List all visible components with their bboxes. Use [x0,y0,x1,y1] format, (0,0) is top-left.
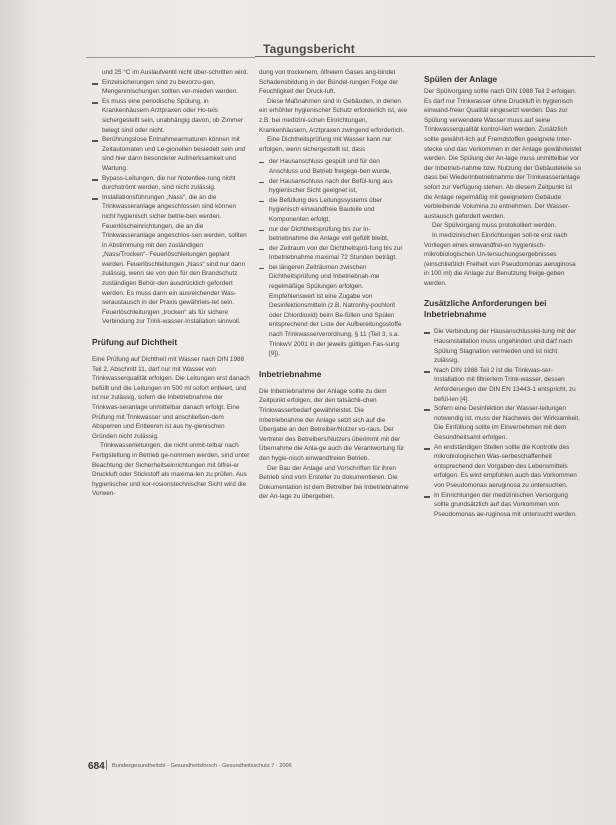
intro-line: und 25 °C im Auslaufventil nicht über-schritten wird. [102,69,249,76]
list-item: Es muss eine periodische Spülung, in Krankenhäusern Arztpraxen oder Ho-tels sichergestellt sein, unabhängig davon, ob Zimmer belegt sind oder nicht. [92,97,250,135]
list-item: Nach DIN 1988 Teil 2 ist die Trinkwas-ser-Installation mit filtriertem Trink-wasser, dessen Anforderungen der DIN EN 13443-1 entspricht, zu befül-len [4]. [424,366,582,404]
paragraph: Diese Maßnahmen sind in Gebäuden, in denen ein erhöhter hygienischer Schutz erforderlich ist, wie z.B. bei medizini-schen Einrichtungen, Krankenhäusern, Arztpraxen zwingend erforderlich. [259,97,408,134]
header-rule-left [86,57,255,58]
heading-zusaetzliche-anforderungen: Zusätzliche Anforderungen bei Inbetriebnahme [424,298,547,320]
footer-divider [106,760,107,770]
list-item: bei längeren Zeiträumen zwischen Dichtheitsprüfung und Inbetriebnah-me regelmäßige Spülungen erfolgen. Empfehlenswert ist eine Zugabe von Desinfektionsmitteln (z.B. Natronhy-pochlorit oder Chlordioxid) beim Be-füllen und Spülen entsprechend der Liste der Aufbereitungsstoffe nach Trinkwasserverordnung, § 11 (Teil 3, s.a. TrinkwV 2001 in der jeweils gültigen Fas-sung [9]). [259,263,409,359]
additional-requirements-list [424,327,582,519]
list-item: der Hausanschluss nach der Befül-lung aus hygienischer Sicht geeignet ist, [259,177,409,196]
page-number: 684 [88,761,105,772]
list-item: Installationsführungen „Nass“, die an die Trinkwasseranlage angeschlossen sind können nicht hygienisch sicher betrie-ben werden. Feuerlöscheinrichtungen, die an die Trinkwasseranlage angeschlos-sen werden, sollten in Abstimmung mit den zuständigen „Nass/Trocken“- Feuerlöschleitungen geplant werden. Feuerlöschleitungen „Nass“ sind nur dann zulässig, wenn sie von den für den Brandschutz zuständigen Behör-den ausdrücklich gefordert werden. Es muss dann ein ausreichender Was-seraustausch in der Praxis gewährleis-tet sein. Feuerlöschleitungen „trocken“ als für sichere Verbindung zur Trink-wasser-Installation sinnvoll. [92,193,250,327]
paragraph: In medizinischen Einrichtungen soll-te erst nach Vorliegen eines einwandfrei-en hygienisch-mikrobiologischen Un-tersuchungsergebnisses (einschließlich Freiheit von Pseudomonas aeruginosa in 100 ml) die Anlage zur Benutzung freige-geben werden. [424,231,576,287]
list-item: Bypass-Leitungen, die nur Notentlee-rung nicht durchströmt werden, sind nicht zulässig. [92,174,250,193]
publication-line: Bundesgesundheitsbl - Gesundheitsforsch - Gesundheitsschutz 7 · 2006 [112,763,292,769]
column-2 [259,68,409,502]
list-item: der Hausanschluss gespült und für den Anschluss und Betrieb freigege-ben wurde, [259,157,409,176]
paragraph: Die Inbetriebnahme der Anlage sollte zu dem Zeitpunkt erfolgen, der den tatsächli-chen Trinkwasserbedarf gewährleistet. Die Inbetriebnahme der Anlage setzt sich auf die Übergabe an den Betreiber/Nutzer vo-raus. Der Vertreter des Betreibers/Nutzers überimmt mit der Übernahme die Anla-ge auch die Verantwortung für den hygie-nisch einwandfreien Betrieb. [259,387,405,462]
requirements-list [92,78,250,327]
paragraph: Trinkwasserleitungen, die nicht unmit-telbar nach Fertigstellung in Betrieb ge-nommen werden, sind unter Beachtung der Sicherheitseinrichtungen mit ölfrei-er Druckluft oder Stickstoff als maxima-len zu prüfen. Aus hygienischer und kor-rosionstechnischer Sicht wird die Vorwen- [92,442,250,498]
heading-dichtheit: Prüfung auf Dichtheit [92,337,178,348]
paragraph: Der Spülvorgang sollte nach DIN 1988 Teil 2 erfolgen. Es darf nur Trinkwasser ohne Druckluft in hygienisch einwand-freier Qualität eingesetzt werden. Das zur Spülung verwendete Wasser muss auf seine Trinkwasserqualität kontrol-liert werden. Zusätzlich sollte gewährt-lich auf Fremdstoffen geeignete Inter-stecke und das Verkommen in der Anlage gewährleistet werden. Die Spülung der An-lage muss unmittelbar vor der Inbetrieb-nahme bzw. Nutzung der Gebäudeteile so dass bei Wiederinbetriebnahme der Trinkwasseranlage sofort zur Verfügung stehen. Ab diesem Zeitpunkt ist die Anlage regelmäßig mit geeignetem Gebäude verbleibende Volumina zu entnehmen. Der Wasser-austausch gefordert werden. [424,88,582,220]
paragraph: Eine Dichtheitsprüfung mit Wasser kann nur erfolgen, wenn sichergestellt ist, dass [259,136,392,153]
list-item: nur der Dichtheitsprüfung bis zur In-betriebnahme die Anlage voll gefüllt bleibt, [259,225,409,244]
paragraph: dung von trockenem, ölfreiem Gases ang-bindet Schadensbildung in der Bündel-rungen Folge der Feuchtigkeit der Druck-luft. [259,69,399,96]
list-item: Berührungslose Entnahmearmaturen können mit Zeitautomaten und Le-gionellen besiedelt sein und sind hier dann besonderer Aufmerksamkeit und Wartung. [92,135,250,173]
list-item: An endständigen Stellen sollte die Kontrolle des mikrobiologischen Was-serbeschaffenheit entsprechend den Vorgaben des Lebensmittels erfolgen. Es wird empfohlen auch das Vorkommen von Pseudomonas aeruginosa zu untersuchen. [424,443,582,491]
column-3 [424,68,582,519]
paragraph: Der Bau der Anlage und Vorschriften für ihren Betrieb sind vom Ersteller zu dokumentieren. Die Dokumentation ist dem Betreiber bei Inbetriebnahme der An-lage zu übergeben. [259,464,409,501]
list-item: Die Verbindung der Hausanschlusslei-tung mit der Hausinstallation muss ungehindert und darf nach Spülung Stagnation vermieden und ist nicht zulässig. [424,327,582,365]
list-item: Einzelsicherungen sind zu bevorzu-gen, Mengenmischungen sollten ver-mieden werden. [92,78,250,97]
section-title: Tagungsbericht [263,42,355,56]
list-item: Sofern eine Desinfektion der Wasser-leitungen notwendig ist, muss der Nachweis der Wirksamkeit. Die Einfüllung sollte im Einvernehmen mit dem Gesundheitsamt erfolgen. [424,404,582,442]
paragraph: Eine Prüfung auf Dichtheit mit Wasser nach DIN 1988 Teil 2, Abschnitt 11, darf nur mit Wasser von Trinkwasserqualität erfolgen. Die Leitungen erst danach befüllt und die Leitungen im 500 ml sofort entleert, und ist nur zulässig, sofern die Inbetriebnahme der Trinkwas-seranlage unmittelbar danach erfolgt. Eine Prüfung mit Trinkwasser und anschließen-dem Absperren und Entleeren ist aus hy-gienischen Gründen nicht zulässig. [92,356,250,440]
column-1 [92,68,250,499]
list-item: die Befüllung des Leitungssystems über hygienisch einwandfreie Bauteile und Komponenten erfolgt, [259,196,409,225]
paragraph: Der Spülvorgang muss protokolliert werden. [432,222,557,230]
heading-spuelen: Spülen der Anlage [424,74,498,84]
heading-inbetriebnahme: Inbetriebnahme [259,368,322,379]
list-item: In Einrichtungen der medizinischen Versorgung sollte grundsätzlich auf das Vorkommen von Pseudomonas ae-ruginosa mit untersucht werden. [424,491,582,520]
list-item: der Zeitraum von der Dichtheitsprü-fung bis zur Inbetriebnahme maximal 72 Stunden beträgt. [259,244,409,263]
conditions-list [259,157,409,358]
